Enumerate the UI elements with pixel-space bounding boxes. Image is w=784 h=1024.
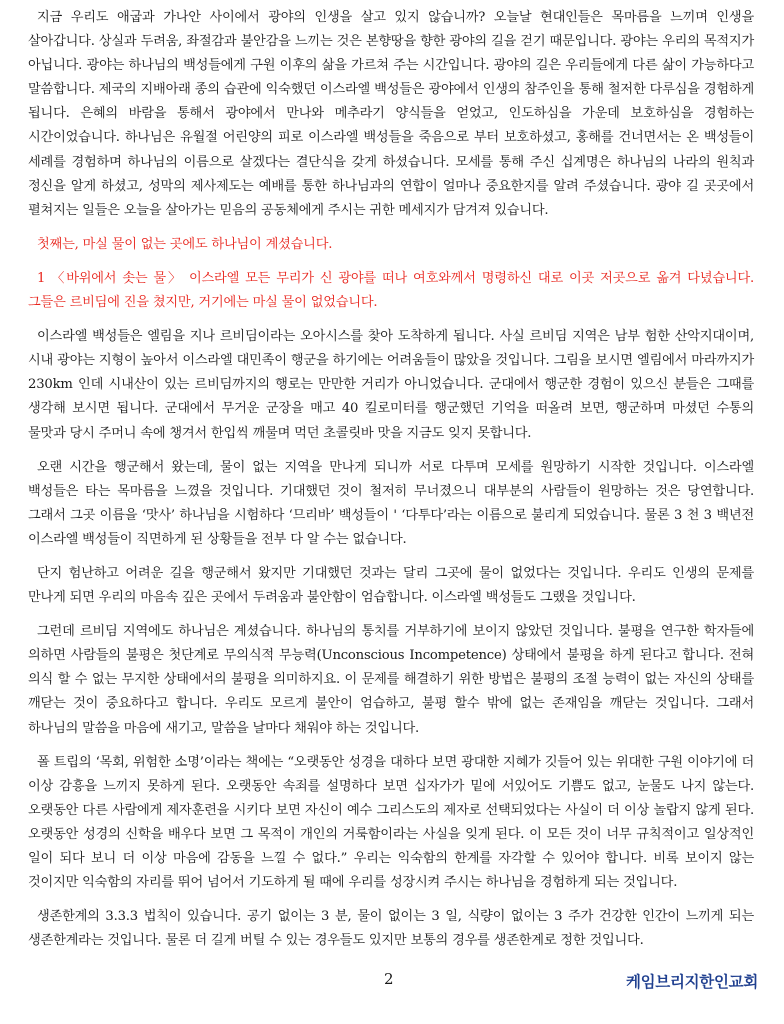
body-text bbox=[28, 6, 754, 963]
paragraph-massah-meribah: 오랜 시간을 행군해서 왔는데, 물이 없는 지역을 만나게 되니까 서로 다투며 모세를 원망하기 시작한 것입니다. 이스라엘 백성들은 타는 목마름을 느꼈을 것입니다. 기대했던 것이 철저히 무너졌으니 대부분의 사람들이 원망하는 것은 당연합니다. 그래서 그곳 이름을 ‘맛사’ 하나님을 시험하다 ‘므리바’ 백성들이 ' ‘다투다’라는 이름으로 불리게 되었습니다. 물론 3 천 3 백년전 이스라엘 백성들이 직면하게 된 상황들을 전부 다 알 수는 없습니다. bbox=[28, 459, 754, 547]
paragraph-rephidim: 이스라엘 백성들은 엘림을 지나 르비딤이라는 오아시스를 찾아 도착하게 됩니다. 사실 르비딤 지역은 남부 험한 산악지대이며, 시내 광야는 지형이 높아서 이스라엘 대민족이 행군을 하기에는 어려움들이 많았을 것입니다. 그림을 보시면 엘림에서 마라까지가 230km 인데 시내산이 있는 르비딤까지의 행로는 만만한 거리가 아니었습니다. 군대에서 행군한 경험이 있으신 분들은 그때를 생각해 보시면 됩니다. 군대에서 무거운 군장을 매고 40 킬로미터를 행군했던 기억을 떠올려 보면, 행군하며 마셨던 수통의 물맛과 당시 주머니 속에 챙겨서 한입씩 깨물며 먹던 초콜릿바 맛을 지금도 잊지 못합니다. bbox=[28, 329, 754, 441]
page-number: 2 bbox=[384, 970, 394, 988]
paragraph-intro: 지금 우리도 애굽과 가나안 사이에서 광야의 인생을 살고 있지 않습니까? 오늘날 현대인들은 목마름을 느끼며 인생을 살아갑니다. 상실과 두려움, 좌절감과 불안감을 느끼는 것은 본향땅을 향한 광야의 길을 걷기 때문입니다. 광야는 우리의 목적지가 아닙니다. 광야는 하나님의 백성들에게 구원 이후의 삶을 가르쳐 주는 시간입니다. 광야의 길은 우리들에게 다른 삶이 가능하다고 말씀합니다. 제국의 지배아래 종의 습관에 익숙했던 이스라엘 백성들은 광야에서 인생의 참주인을 통해 철저한 다루심을 경험하게 됩니다. 은혜의 바람을 통해서 광야에서 만나와 메추라기 양식들을 얻었고, 인도하심을 가운데 보호하심을 경험하는 시간이었습니다. 하나님은 유월절 어린양의 피로 이스라엘 백성들을 죽음으로 부터 보호하셨고, 홍해를 건너면서는 온 백성들이 세례를 경험하며 하나님의 이름으로 살겠다는 결단식을 갖게 하셨습니다. 모세를 통해 주신 십계명은 하나님의 나라의 원칙과 정신을 알게 하셨고, 성막의 제사제도는 예배를 통한 하나님과의 연합이 얼마나 중요한지를 알려 주셨습니다. 광야 길 곳곳에서 펼쳐지는 일들은 오늘을 살아가는 믿음의 공동체에게 주시는 귀한 메세지가 담겨져 있습니다. bbox=[28, 10, 754, 218]
paragraph-no-water: 단지 험난하고 어려운 길을 행군해서 왔지만 기대했던 것과는 달리 그곳에 물이 없었다는 것입니다. 우리도 인생의 문제를 만나게 되면 우리의 마음속 깊은 곳에서 두려움과 불안함이 엄습합니다. 이스라엘 백성들도 그랬을 것입니다. bbox=[28, 565, 754, 606]
scripture-quote: 1 〈바위에서 솟는 물〉 이스라엘 모든 무리가 신 광야를 떠나 여호와께서 명령하신 대로 이곳 저곳으로 옮겨 다녔습니다. 그들은 르비딤에 진을 쳤지만, 거기에는 마실 물이 없었습니다. bbox=[28, 270, 754, 311]
paragraph-survival-rule: 생존한계의 3.3.3 법칙이 있습니다. 공기 없이는 3 분, 물이 없이는 3 일, 식량이 없이는 3 주가 건강한 인간이 느끼게 되는 생존한계라는 것입니다. 물론 더 길게 버틸 수 있는 경우들도 있지만 보통의 경우를 생존한계로 정한 것입니다. bbox=[28, 909, 754, 949]
paragraph-complaint: 그런데 르비딤 지역에도 하나님은 계셨습니다. 하나님의 통치를 거부하기에 보이지 않았던 것입니다. 불평을 연구한 학자들에 의하면 사람들의 불평은 첫단계로 무의식적 무능력(Unconscious Incompetence) 상태에서 불평을 하게 된다고 합니다. 전혀 의식 할 수 없는 무지한 상태에서의 불평을 의미하지요. 이 문제를 해결하기 위한 방법은 불평의 조절 능력이 없는 자신의 상태를 깨닫는 것이 중요하다고 합니다. 우리도 모르게 불안이 엄습하고, 불평 할수 밖에 없는 존재임을 깨닫는 것입니다. 그래서 하나님의 말씀을 마음에 새기고, 말씀을 날마다 채워야 하는 것입니다. bbox=[28, 624, 754, 736]
paragraph-paul-tripp: 폴 트립의 ‘목회, 위험한 소명’이라는 책에는 “오랫동안 성경을 대하다 보면 광대한 지혜가 깃들어 있는 위대한 구원 이야기에 더 이상 감흥을 느끼지 못하게 된다. 오랫동안 속죄를 설명하다 보면 십자가가 밑에 서있어도 기쁨도 없고, 눈물도 나지 않는다. 오랫동안 다른 사람에게 제자훈련을 시키다 보면 자신이 예수 그리스도의 제자로 선택되었다는 사실이 더 이상 놀랍지 않게 된다. 오랫동안 성경의 신학을 배우다 보면 그 목적이 개인의 거룩함이라는 사실을 잊게 된다. 이 모든 것이 너무 규칙적이고 일상적인 일이 되다 보니 더 이상 마음에 감동을 느낄 수 없다.” 우리는 익숙함의 한계를 자각할 수 있어야 합니다. 비록 보이지 않는 것이지만 익숙함의 자리를 뛰어 넘어서 기도하게 될 때에 우리를 성장시켜 주시는 하나님을 경험하게 되는 것입니다. bbox=[28, 754, 754, 891]
section-heading-first: 첫째는, 마실 물이 없는 곳에도 하나님이 계셨습니다. bbox=[37, 236, 333, 252]
church-name: 케임브리지한인교회 bbox=[625, 973, 758, 991]
